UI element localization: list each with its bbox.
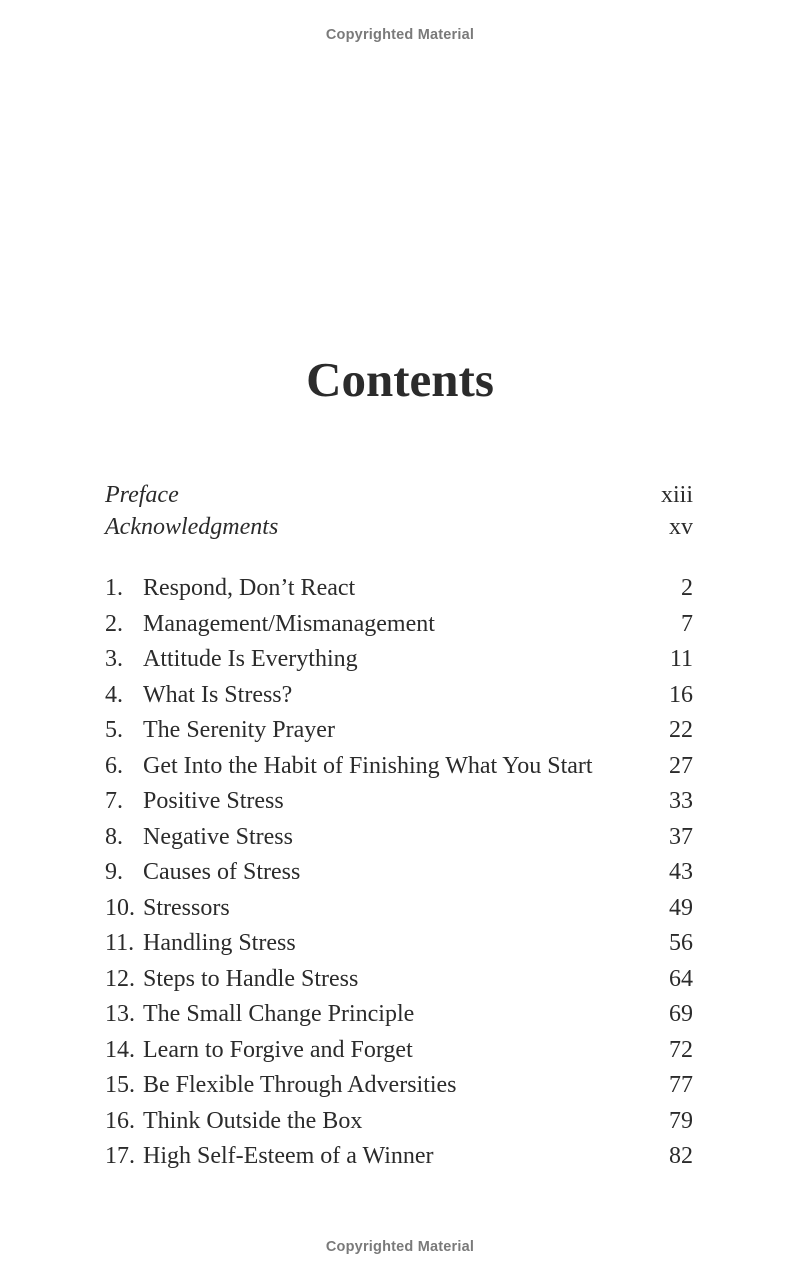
chapter-number: 15. — [105, 1072, 135, 1098]
chapter-number: 9. — [105, 859, 123, 885]
toc-chapter-row — [105, 607, 693, 643]
chapter-page: 37 — [669, 823, 693, 850]
chapter-page: 2 — [681, 575, 693, 601]
chapter-number: 10. — [105, 894, 135, 921]
chapter-title: Management/Mismanagement — [143, 610, 435, 637]
toc-entry-label: Preface — [105, 482, 179, 508]
chapter-title: Think Outside the Box — [143, 1107, 363, 1134]
toc-chapter-row — [105, 962, 693, 998]
toc-chapter-row — [105, 571, 693, 607]
toc-chapter-row — [105, 749, 693, 785]
toc-chapter-row — [105, 678, 693, 714]
chapter-number: 7. — [105, 788, 123, 814]
chapter-page: 79 — [669, 1107, 693, 1134]
chapter-title: Attitude Is Everything — [143, 646, 358, 672]
chapter-title: Positive Stress — [143, 788, 284, 814]
chapter-page: 49 — [669, 894, 693, 921]
chapter-page: 56 — [669, 930, 693, 956]
chapter-number: 14. — [105, 1036, 135, 1063]
toc-entry-page: xv — [669, 514, 693, 540]
chapter-number: 6. — [105, 752, 123, 779]
chapter-page: 33 — [669, 788, 693, 814]
chapter-number: 4. — [105, 681, 123, 708]
chapter-page: 22 — [669, 717, 693, 743]
toc-entry-acknowledgments — [105, 511, 693, 543]
chapter-page: 77 — [669, 1072, 693, 1098]
front-matter-list — [105, 479, 693, 543]
chapter-number: 8. — [105, 823, 123, 850]
chapter-page: 27 — [669, 752, 693, 779]
page-title: Contents — [306, 352, 494, 407]
toc-chapter-row — [105, 784, 693, 820]
toc-chapter-row — [105, 926, 693, 962]
chapter-title: The Serenity Prayer — [143, 717, 335, 743]
chapter-page: 72 — [669, 1036, 693, 1063]
toc-entry-preface — [105, 479, 693, 511]
toc-chapter-row — [105, 855, 693, 891]
chapter-number: 17. — [105, 1143, 135, 1169]
chapter-page: 7 — [681, 610, 693, 637]
chapter-number: 1. — [105, 575, 123, 601]
chapter-title: The Small Change Principle — [143, 1001, 415, 1027]
toc-chapter-row — [105, 997, 693, 1033]
toc-entry-page: xiii — [660, 482, 693, 508]
chapter-page: 82 — [669, 1143, 693, 1169]
chapter-list — [105, 571, 693, 1175]
chapter-title: Respond, Don’t React — [143, 575, 356, 601]
chapter-page: 69 — [669, 1001, 693, 1027]
chapter-page: 64 — [669, 965, 693, 992]
chapter-number: 3. — [105, 646, 123, 672]
copyright-watermark-bottom: Copyrighted Material — [325, 1239, 475, 1255]
toc-chapter-row — [105, 642, 693, 678]
chapter-number: 16. — [105, 1107, 135, 1134]
chapter-title: Stressors — [143, 894, 230, 921]
toc-chapter-row — [105, 891, 693, 927]
chapter-title: Be Flexible Through Adversities — [143, 1072, 457, 1098]
chapter-title: Learn to Forgive and Forget — [143, 1036, 413, 1063]
chapter-page: 11 — [669, 646, 693, 672]
toc-chapter-row — [105, 713, 693, 749]
chapter-title: Get Into the Habit of Finishing What You Start — [143, 752, 593, 779]
chapter-title: What Is Stress? — [143, 681, 293, 708]
copyright-watermark-top: Copyrighted Material — [325, 27, 475, 43]
toc-chapter-row — [105, 1033, 693, 1069]
toc-chapter-row — [105, 1068, 693, 1104]
chapter-title: Handling Stress — [143, 930, 296, 956]
chapter-page: 16 — [669, 681, 693, 708]
chapter-number: 11. — [105, 930, 135, 956]
toc-entry-label: Acknowledgments — [105, 514, 279, 540]
chapter-number: 5. — [105, 717, 123, 743]
chapter-title: Steps to Handle Stress — [143, 965, 359, 992]
chapter-page: 43 — [669, 859, 693, 885]
toc-chapter-row — [105, 1104, 693, 1140]
toc-chapter-row — [105, 820, 693, 856]
toc-chapter-row — [105, 1139, 693, 1175]
chapter-title: Causes of Stress — [143, 859, 301, 885]
chapter-number: 12. — [105, 965, 135, 992]
chapter-title: Negative Stress — [143, 823, 293, 850]
chapter-title: High Self-Esteem of a Winner — [143, 1143, 434, 1169]
chapter-number: 2. — [105, 610, 123, 637]
chapter-number: 13. — [105, 1001, 135, 1027]
